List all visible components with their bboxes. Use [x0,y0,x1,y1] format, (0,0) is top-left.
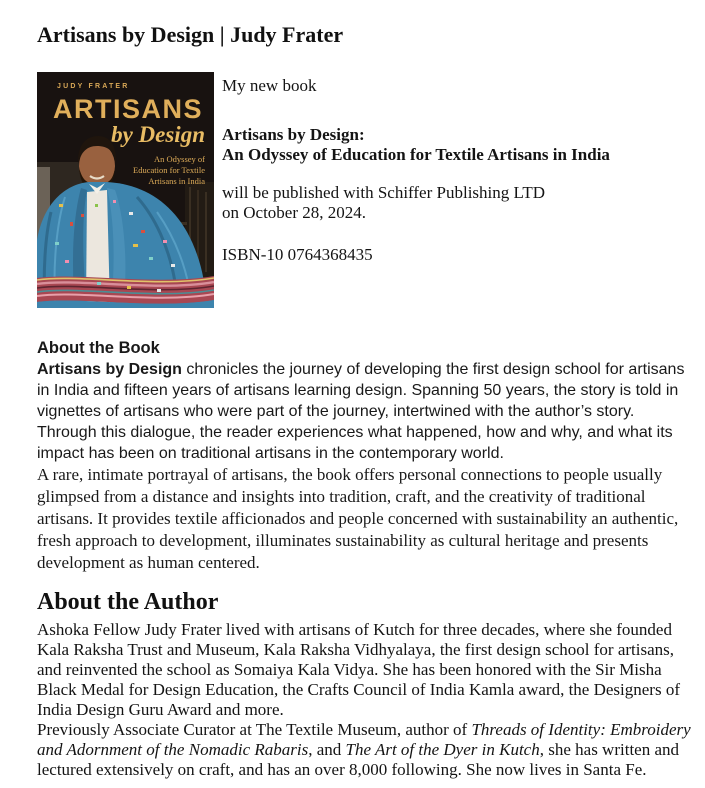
book-title-line1: Artisans by Design: [222,125,365,144]
about-book-heading: About the Book [37,339,160,357]
intro-line: My new book [222,76,317,95]
author-para2-mid: , and [308,740,346,759]
cover-title: ARTISANS [52,94,203,124]
book-title-art-of-the-dyer: The Art of the Dyer in Kutch [345,740,540,759]
book-cover-image [37,72,214,308]
about-book-body-sans: chronicles the journey of developing the first design school for artisans in India and fifteen years of artisans learning design. Spanning 50 years, the story is told in vignettes of artisans who were part of the journey, intertwined with the author’s story. Through this dialogue, the reader experiences what happened, how and why, and what its impact has been on traditional artisans in the contemporary world. [37,361,685,462]
about-book-lead: Artisans by Design [37,361,182,378]
book-announcement-row [37,72,690,308]
about-book-paragraph [37,359,695,574]
about-author-paragraph-1: Ashoka Fellow Judy Frater lived with artisans of Kutch for three decades, where she founded Kala Raksha Trust and Museum, Kala Raksha Vidhyalaya, the first design school for artisans, and reinvented the school as Somaiya Kala Vidya. She has been honored with the Sir Misha Black Medal for Design Education, the Crafts Council of India Kamla award, the Designers of India Design Guru Award and more. [37,620,680,719]
publisher-line1: will be published with Schiffer Publishing LTD [222,183,545,202]
cover-title-script: by Design [111,122,205,147]
isbn-line: ISBN-10 0764368435 [222,245,373,264]
about-author-heading: About the Author [37,589,219,615]
book-title-threads-of-identity: Threads of Identity: Embroidery and Adornment of the Nomadic Rabaris [37,720,691,759]
author-para2-suffix: , she has written and lectured extensively on craft, and has an over 8,000 following. She now lives in Santa Fe. [37,740,680,779]
cover-subtitle-line: Artisans in India [148,176,205,186]
cover-subtitle [133,154,205,187]
cover-author-name: JUDY FRATER [57,83,130,90]
about-book-body-serif: A rare, intimate portrayal of artisans, the book offers personal connections to people usually glimpsed from a distance and insights into tradition, craft, and the creativity of traditional artisans. It provides textile afficionados and people concerned with sustainability an authentic, fresh approach to development, illuminates sustainability as cultural heritage and presents development as human centered. [37,465,679,572]
cover-subtitle-line: An Odyssey of [154,154,205,164]
publisher-line2: on October 28, 2024. [222,203,367,222]
publisher-info [222,183,610,223]
announced-book-title [222,125,610,165]
announcement-block [214,72,610,308]
author-para2-prefix: Previously Associate Curator at The Textile Museum, author of [37,720,472,739]
page-title: Artisans by Design | Judy Frater [37,22,344,47]
about-author-section [37,588,697,780]
about-author-paragraph-2 [37,720,697,780]
cover-subtitle-line: Education for Textile [133,165,205,175]
about-book-section [37,338,695,574]
book-title-line2: An Odyssey of Education for Textile Artisans in India [222,145,610,164]
